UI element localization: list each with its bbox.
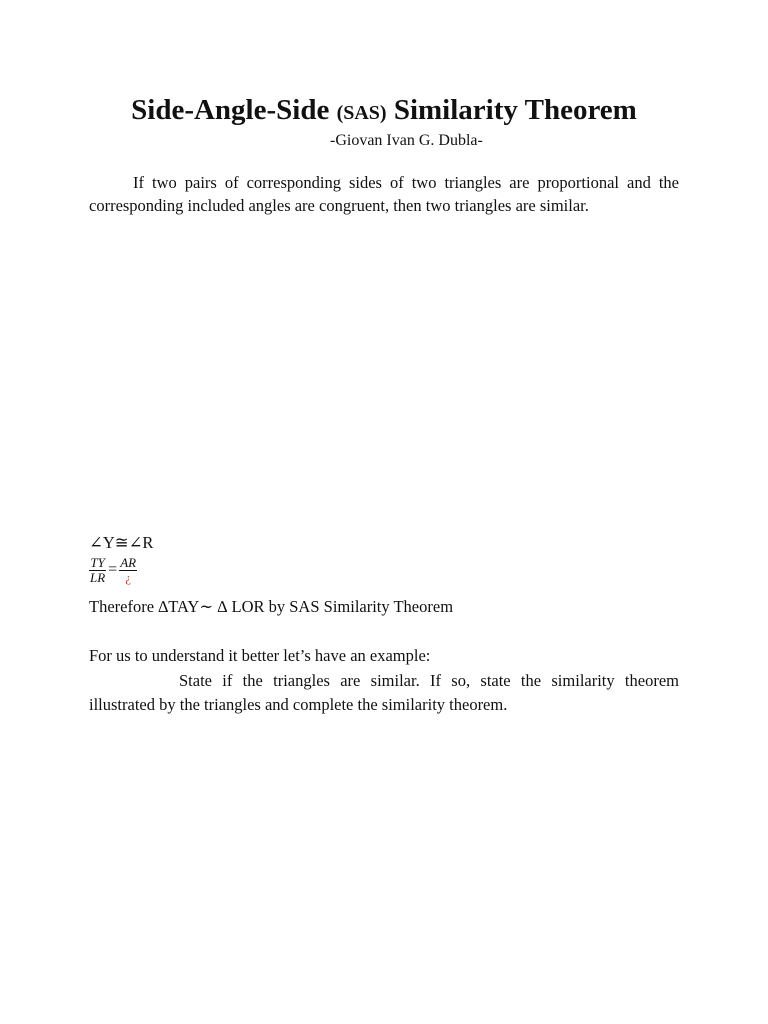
angle-congruence-statement: ∠Y≅∠R (89, 533, 154, 552)
example-intro: For us to understand it better let’s have an example: (89, 646, 431, 665)
left-numerator: TY (90, 555, 105, 570)
title-end: Similarity Theorem (386, 94, 637, 126)
therefore-statement: Therefore ∆TAY∼ ∆ LOR by SAS Similarity Theorem (89, 597, 454, 616)
title-main: Side-Angle-Side (131, 94, 337, 126)
author-line: -Giovan Ivan G. Dubla- (330, 132, 483, 149)
left-fraction (89, 556, 106, 585)
page-title (0, 92, 768, 131)
side-ratio-equation (89, 556, 137, 585)
equals-sign: = (108, 560, 118, 578)
right-numerator: AR (120, 555, 137, 570)
right-fraction (119, 556, 137, 585)
title-abbreviation: (SAS) (336, 102, 387, 124)
right-denominator: ¿ (125, 570, 132, 585)
task-paragraph: State if the triangles are similar. If so, state the similarity theorem illustrated by the triangles and complete the similarity theorem. (89, 671, 679, 714)
intro-paragraph: If two pairs of corresponding sides of two triangles are proportional and the corresponding included angles are congruent, then two triangles are similar. (89, 173, 679, 215)
left-denominator: LR (90, 570, 106, 585)
